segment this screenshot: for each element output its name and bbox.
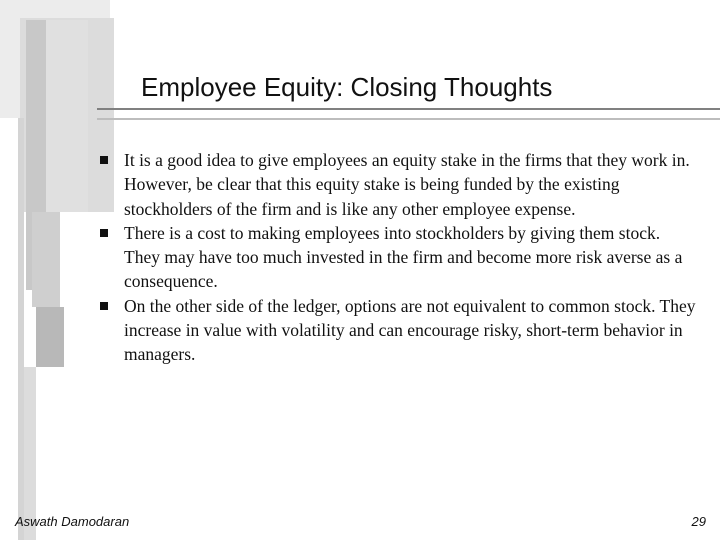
bullet-item (96, 148, 696, 221)
square-bullet-icon (100, 302, 108, 310)
page-number: 29 (691, 514, 706, 529)
title-divider (97, 108, 720, 110)
square-bullet-icon (100, 229, 108, 237)
footer-author: Aswath Damodaran (15, 514, 130, 529)
bullet-list (96, 148, 696, 367)
bullet-text: On the other side of the ledger, options are not equivalent to common stock. They increase in value with volatility and can encourage risky, short-term behavior in managers. (124, 295, 696, 365)
background-decoration (46, 20, 88, 212)
title-divider (97, 118, 720, 120)
bullet-item (96, 294, 696, 367)
bullet-text: It is a good idea to give employees an equity stake in the firms that they work in. However, be clear that this equity stake is being funded by the existing stockholders of the firm and is like any other employee expense. (124, 150, 690, 219)
bullet-item (96, 221, 696, 294)
page-title: Employee Equity: Closing Thoughts (141, 72, 553, 102)
bullet-text: There is a cost to making employees into stockholders by giving them stock. They may have too much invested in the firm and become more risk averse as a consequence. (124, 222, 683, 292)
square-bullet-icon (100, 156, 108, 164)
background-decoration (32, 212, 60, 307)
background-decoration (36, 307, 64, 367)
